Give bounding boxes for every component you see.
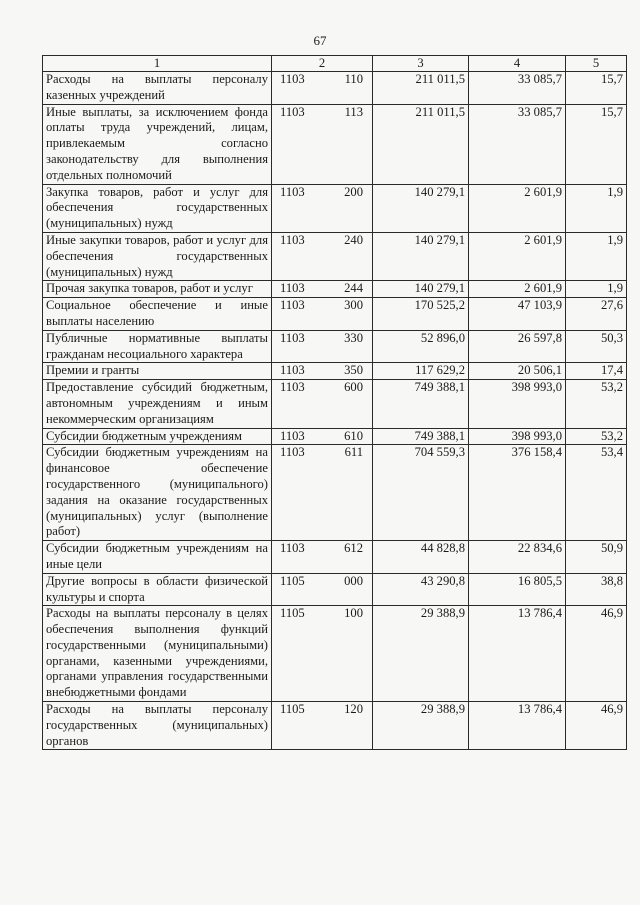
expense-type-code: 120: [344, 702, 363, 717]
execution-percent: 53,2: [566, 428, 627, 445]
budget-table: [42, 55, 627, 750]
expense-type-code: 110: [344, 72, 363, 86]
actual-amount: 398 993,0: [469, 380, 566, 428]
expense-type-code: 244: [344, 281, 363, 296]
execution-percent: 46,9: [566, 606, 627, 702]
section-code: 1105: [280, 573, 305, 588]
execution-percent: 50,3: [566, 330, 627, 363]
table-row: [43, 428, 627, 445]
code-cell: [272, 541, 373, 574]
expense-name: Другие вопросы в области физической культуры и спорта: [43, 573, 272, 606]
execution-percent: 17,4: [566, 363, 627, 380]
expense-type-code: 611: [344, 445, 363, 460]
plan-amount: 44 828,8: [373, 541, 469, 574]
expense-type-code: 200: [344, 184, 363, 199]
table-row: [43, 298, 627, 331]
code-cell: [272, 606, 373, 702]
actual-amount: 47 103,9: [469, 298, 566, 331]
table-row: [43, 281, 627, 298]
table-row: [43, 363, 627, 380]
actual-amount: 2 601,9: [469, 232, 566, 280]
code-cell: [272, 72, 373, 105]
section-code: 1103: [280, 104, 305, 119]
execution-percent: 1,9: [566, 184, 627, 232]
execution-percent: 15,7: [566, 72, 627, 105]
expense-name: Иные закупки товаров, работ и услуг для обеспечения государственных (муниципальных) нужд: [43, 232, 272, 280]
expense-type-code: 600: [344, 380, 363, 395]
header-cell: 2: [272, 56, 373, 72]
expense-type-code: 330: [344, 330, 363, 345]
code-cell: [272, 445, 373, 541]
execution-percent: 15,7: [566, 104, 627, 184]
plan-amount: 140 279,1: [373, 281, 469, 298]
code-cell: [272, 330, 373, 363]
plan-amount: 140 279,1: [373, 184, 469, 232]
section-code: 1103: [280, 445, 305, 460]
plan-amount: 117 629,2: [373, 363, 469, 380]
expense-name: Публичные нормативные выплаты гражданам несоциального характера: [43, 330, 272, 363]
actual-amount: 13 786,4: [469, 606, 566, 702]
expense-name: Расходы на выплаты персоналу государственных (муниципальных) органов: [43, 702, 272, 750]
plan-amount: 211 011,5: [373, 104, 469, 184]
expense-name: Расходы на выплаты персоналу казенных учреждений: [43, 72, 272, 105]
actual-amount: 13 786,4: [469, 702, 566, 750]
actual-amount: 33 085,7: [469, 104, 566, 184]
table-row: [43, 232, 627, 280]
header-row: [43, 56, 627, 72]
actual-amount: 398 993,0: [469, 428, 566, 445]
code-cell: [272, 573, 373, 606]
section-code: 1103: [280, 380, 305, 395]
actual-amount: 2 601,9: [469, 184, 566, 232]
table-row: [43, 573, 627, 606]
actual-amount: 33 085,7: [469, 72, 566, 105]
expense-name: Предоставление субсидий бюджетным, автономным учреждениям и иным некоммерческим организациям: [43, 380, 272, 428]
actual-amount: 20 506,1: [469, 363, 566, 380]
expense-name: Социальное обеспечение и иные выплаты населению: [43, 298, 272, 331]
code-cell: [272, 184, 373, 232]
plan-amount: 749 388,1: [373, 428, 469, 445]
section-code: 1105: [280, 702, 305, 717]
execution-percent: 50,9: [566, 541, 627, 574]
expense-type-code: 113: [344, 104, 363, 119]
expense-type-code: 350: [344, 363, 363, 378]
section-code: 1103: [280, 428, 305, 443]
expense-name: Субсидии бюджетным учреждениям на финансовое обеспечение государственного (муниципального) задания на оказание государственных (муниципальных) услуг (выполнение работ): [43, 445, 272, 541]
expense-type-code: 300: [344, 298, 363, 313]
execution-percent: 53,4: [566, 445, 627, 541]
expense-name: Закупка товаров, работ и услуг для обеспечения государственных (муниципальных) нужд: [43, 184, 272, 232]
expense-name: Премии и гранты: [43, 363, 272, 380]
section-code: 1105: [280, 606, 305, 621]
page-number: 67: [313, 33, 327, 48]
execution-percent: 46,9: [566, 702, 627, 750]
table-row: [43, 184, 627, 232]
table-row: [43, 104, 627, 184]
table-row: [43, 606, 627, 702]
section-code: 1103: [280, 541, 305, 556]
expense-type-code: 000: [344, 573, 363, 588]
plan-amount: 52 896,0: [373, 330, 469, 363]
section-code: 1103: [280, 281, 305, 296]
header-cell: 1: [43, 56, 272, 72]
table-row: [43, 541, 627, 574]
header-cell: 3: [373, 56, 469, 72]
expense-name: Субсидии бюджетным учреждениям на иные цели: [43, 541, 272, 574]
plan-amount: 140 279,1: [373, 232, 469, 280]
code-cell: [272, 428, 373, 445]
plan-amount: 211 011,5: [373, 72, 469, 105]
section-code: 1103: [280, 298, 305, 313]
table-row: [43, 445, 627, 541]
actual-amount: 26 597,8: [469, 330, 566, 363]
actual-amount: 16 805,5: [469, 573, 566, 606]
actual-amount: 22 834,6: [469, 541, 566, 574]
plan-amount: 170 525,2: [373, 298, 469, 331]
expense-name: Субсидии бюджетным учреждениям: [43, 428, 272, 445]
section-code: 1103: [280, 232, 305, 247]
execution-percent: 53,2: [566, 380, 627, 428]
expense-type-code: 100: [344, 606, 363, 621]
code-cell: [272, 380, 373, 428]
code-cell: [272, 232, 373, 280]
plan-amount: 29 388,9: [373, 606, 469, 702]
execution-percent: 27,6: [566, 298, 627, 331]
header-cell: 5: [566, 56, 627, 72]
expense-type-code: 610: [344, 428, 363, 443]
section-code: 1103: [280, 72, 305, 86]
actual-amount: 2 601,9: [469, 281, 566, 298]
actual-amount: 376 158,4: [469, 445, 566, 541]
expense-name: Расходы на выплаты персоналу в целях обеспечения выполнения функций государственными (муниципальными) органами, казенными учреждениями, органами управления государственными внебюджетными фондами: [43, 606, 272, 702]
plan-amount: 704 559,3: [373, 445, 469, 541]
code-cell: [272, 702, 373, 750]
expense-type-code: 612: [344, 541, 363, 556]
table-row: [43, 72, 627, 105]
code-cell: [272, 104, 373, 184]
plan-amount: 749 388,1: [373, 380, 469, 428]
code-cell: [272, 281, 373, 298]
code-cell: [272, 363, 373, 380]
expense-name: Иные выплаты, за исключением фонда оплаты труда учреждений, лицам, привлекаемым согласно законодательству для выполнения отдельных полномочий: [43, 104, 272, 184]
table-row: [43, 702, 627, 750]
code-cell: [272, 298, 373, 331]
header-cell: 4: [469, 56, 566, 72]
section-code: 1103: [280, 330, 305, 345]
section-code: 1103: [280, 184, 305, 199]
expense-type-code: 240: [344, 232, 363, 247]
section-code: 1103: [280, 363, 305, 378]
execution-percent: 1,9: [566, 281, 627, 298]
table-row: [43, 330, 627, 363]
table-row: [43, 380, 627, 428]
execution-percent: 38,8: [566, 573, 627, 606]
plan-amount: 29 388,9: [373, 702, 469, 750]
execution-percent: 1,9: [566, 232, 627, 280]
plan-amount: 43 290,8: [373, 573, 469, 606]
expense-name: Прочая закупка товаров, работ и услуг: [43, 281, 272, 298]
